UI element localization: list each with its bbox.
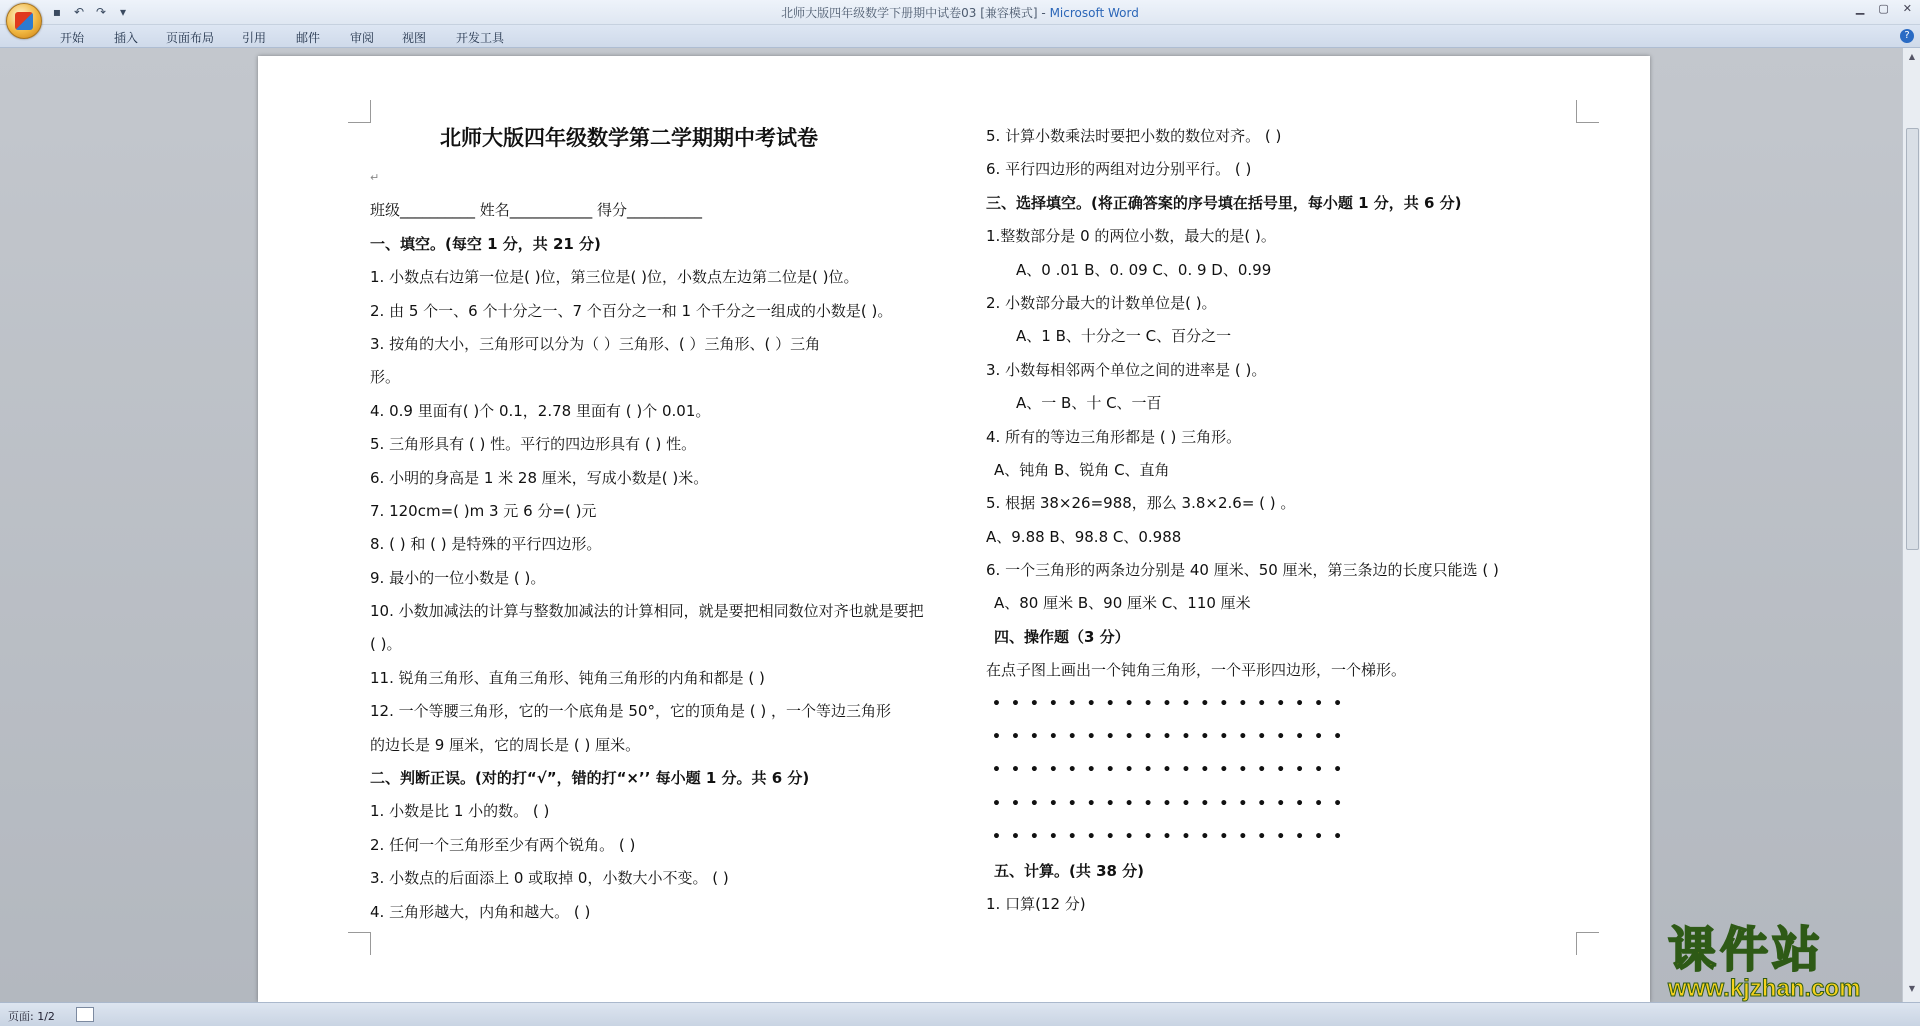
choice-options: A、1 B、十分之一 C、百分之一 [1016,327,1232,346]
choice-options: A、9.88 B、98.8 C、0.988 [986,527,1182,546]
student-info-line: 班级__________ 姓名___________ 得分__________ [370,201,703,220]
customize-icon[interactable]: ▾ [119,5,127,19]
question-line: 9. 最小的一位小数是 ( )。 [370,568,546,587]
empty-paragraph: ↵ [370,171,380,184]
question-line: 的边长是 9 厘米，它的周长是 ( ) 厘米。 [370,735,641,754]
status-bar [0,1002,1920,1026]
scroll-down-icon[interactable]: ▼ [1908,984,1916,993]
section-3-heading: 三、选择填空。(将正确答案的序号填在括号里，每小题 1 分，共 6 分) [986,193,1462,212]
close-icon[interactable]: ✕ [1902,2,1912,15]
site-watermark [1668,924,1908,1004]
section-4-heading: 四、操作题（3 分） [994,627,1130,646]
window-title [0,4,1920,21]
ribbon-tabs [0,25,1920,48]
page-indicator[interactable]: 页面: 1/2 [8,1010,55,1023]
question-line: 5. 三角形具有 ( ) 性。平行的四边形具有 ( ) 性。 [370,435,697,454]
choice-options: A、一 B、十 C、一百 [1016,394,1162,413]
question-line: 11. 锐角三角形、直角三角形、钝角三角形的内角和都是 ( ) [370,668,765,687]
undo-icon[interactable]: ↶ [73,5,85,19]
question-line: 10. 小数加减法的计算与整数加减法的计算相同，就是要把相同数位对齐也就是要把 [370,602,924,621]
section-2-heading: 二、判断正误。(对的打“√”，错的打“×’’ 每小题 1 分。共 6 分) [370,769,810,788]
tab-view[interactable]: 视图 [402,31,427,45]
question-line: 1. 小数点右边第一位是( )位，第三位是( )位，小数点左边第二位是( )位。 [370,268,859,287]
operation-instruction: 在点子图上画出一个钝角三角形，一个平形四边形，一个梯形。 [986,661,1407,680]
dot-grid-row: ••••••••••••••••••• [992,795,1353,812]
right-column [986,120,1586,921]
choice-question: 3. 小数每相邻两个单位之间的进率是 ( )。 [986,360,1267,379]
scroll-thumb[interactable] [1906,128,1919,550]
margin-corner-mark [348,932,371,955]
choice-question: 1.整数部分是 0 的两位小数，最大的是( )。 [986,227,1276,246]
judgement-line: 4. 三角形越大，内角和越大。 ( ) [370,902,591,921]
question-line: 12. 一个等腰三角形，它的一个底角是 50°，它的顶角是 ( ) ，一个等边三角形 [370,702,891,721]
save-icon[interactable]: ▪ [52,5,62,19]
dot-grid-row: ••••••••••••••••••• [992,695,1353,712]
window-controls [1856,2,1912,15]
document-title: 北师大版四年级数学下册期中试卷03 [兼容模式] - [781,6,1050,20]
proofing-icon[interactable] [76,1007,94,1022]
calc-subheading: 1. 口算(12 分) [986,894,1086,913]
dot-grid-row: ••••••••••••••••••• [992,762,1353,779]
judgement-line: 3. 小数点的后面添上 0 或取掉 0，小数大小不变。 ( ) [370,869,729,888]
office-button[interactable] [6,3,42,39]
dot-grid-row: ••••••••••••••••••• [992,729,1353,746]
choice-question: 6. 一个三角形的两条边分别是 40 厘米、50 厘米，第三条边的长度只能选 ( ) [986,561,1499,580]
tab-review[interactable]: 审阅 [350,31,375,45]
question-line: 6. 小明的身高是 1 米 28 厘米，写成小数是( )米。 [370,468,709,487]
minimize-icon[interactable]: ▁ [1855,2,1865,15]
help-icon[interactable]: ? [1900,29,1914,43]
question-line: 形。 [370,368,401,387]
question-line: ( )。 [370,635,402,654]
redo-icon[interactable]: ↷ [95,5,107,19]
judgement-line: 2. 任何一个三角形至少有两个锐角。 ( ) [370,835,636,854]
scroll-up-icon[interactable]: ▲ [1908,52,1916,61]
section-1-heading: 一、填空。(每空 1 分，共 21 分) [370,234,601,253]
margin-corner-mark [348,100,371,123]
choice-options: A、80 厘米 B、90 厘米 C、110 厘米 [994,594,1251,613]
exam-title: 北师大版四年级数学第二学期期中考试卷 [440,125,818,150]
choice-options: A、0 .01 B、0. 09 C、0. 9 D、0.99 [1016,260,1272,279]
question-line: 3. 按角的大小，三角形可以分为（ ）三角形、( ）三角形、( ）三角 [370,334,821,353]
office-logo-icon [15,12,33,30]
title-bar [0,0,1920,25]
judgement-line: 5. 计算小数乘法时要把小数的数位对齐。 ( ) [986,127,1282,145]
question-line: 7. 120cm=( )m 3 元 6 分=( )元 [370,501,597,520]
vertical-scrollbar[interactable] [1902,48,1920,1002]
app-name: Microsoft Word [1049,6,1139,20]
question-line: 8. ( ) 和 ( ) 是特殊的平行四边形。 [370,535,602,554]
section-5-heading: 五、计算。(共 38 分) [994,861,1145,880]
question-line: 4. 0.9 里面有( )个 0.1，2.78 里面有 ( )个 0.01。 [370,401,711,420]
dot-grid-row: ••••••••••••••••••• [992,829,1353,846]
choice-question: 4. 所有的等边三角形都是 ( ) 三角形。 [986,427,1242,446]
left-column [370,120,970,929]
tab-home[interactable]: 开始 [60,31,85,45]
tab-page-layout[interactable]: 页面布局 [166,31,215,45]
document-page[interactable] [258,56,1650,1002]
margin-corner-mark [1576,932,1599,955]
maximize-icon[interactable]: ▢ [1878,2,1889,15]
choice-options: A、钝角 B、锐角 C、直角 [994,460,1170,479]
watermark-url: www.kjzhan.com [1668,975,1861,1002]
tab-insert[interactable]: 插入 [114,31,139,45]
choice-question: 5. 根据 38×26=988，那么 3.8×2.6= ( ) 。 [986,494,1296,513]
tab-mailings[interactable]: 邮件 [296,31,321,45]
judgement-line: 6. 平行四边形的两组对边分别平行。 ( ) [986,160,1252,179]
tab-references[interactable]: 引用 [242,31,267,45]
watermark-logo-text: 课件站 [1668,922,1825,978]
choice-question: 2. 小数部分最大的计数单位是( )。 [986,293,1217,312]
judgement-line: 1. 小数是比 1 小的数。 ( ) [370,802,550,821]
tab-developer[interactable]: 开发工具 [456,31,505,45]
question-line: 2. 由 5 个一、6 个十分之一、7 个百分之一和 1 个千分之一组成的小数是( )。 [370,301,893,320]
